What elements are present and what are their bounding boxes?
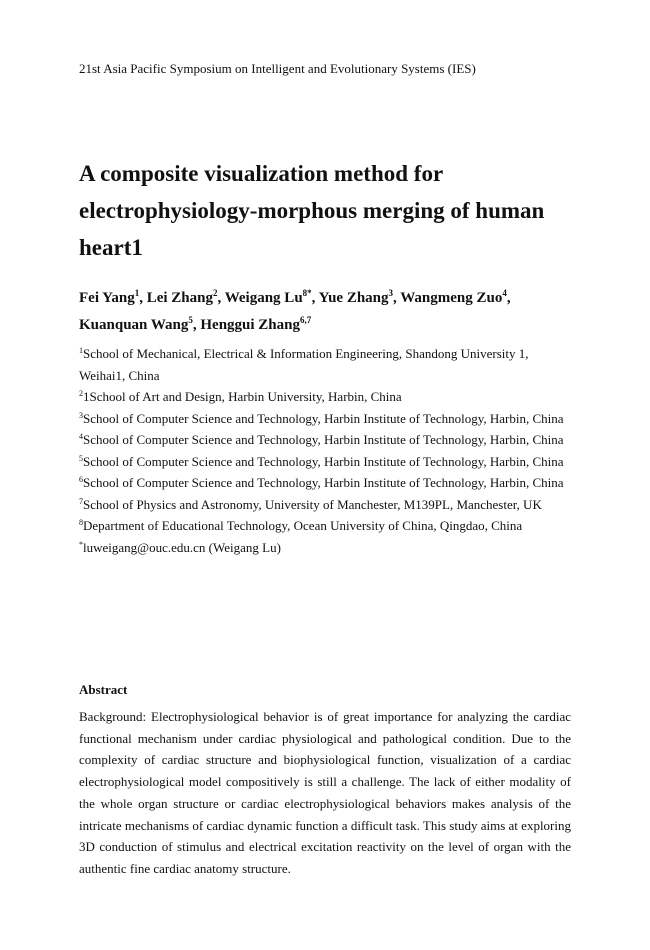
affiliation [79,408,571,430]
author-affiliation-mark: 4 [502,288,507,298]
abstract-body: Background: Electrophysiological behavior is of great importance for analyzing the cardiac functional mechanism under cardiac physiological and pathological condition. Due to the complexity of cardiac structure and biophysiological function, visualization of a cardiac electrophysiological model compositively is still a challenge. The lack of either modality of the whole organ structure or cardiac electrophysiological behaviors makes analysis of the intricate mechanisms of cardiac dynamic function a difficult task. This study aims at exploring 3D conduction of stimulus and electrical excitation reactivity on the level of organ with the authentic fine cardiac anatomy structure. [79,709,571,876]
author: Lei Zhang$^2$, [146,288,225,306]
affiliation-text: School of Computer Science and Technology, Harbin Institute of Technology, Harbin, China [83,453,564,469]
author-affiliation-mark: 5 [188,315,193,325]
author-name: Weigang Lu [224,290,303,306]
author-affiliation-mark: 6,7 [300,315,312,325]
author-affiliation-mark: 3 [388,288,394,298]
affiliation [79,429,571,451]
corresponding-author-email [79,537,571,559]
abstract-heading: Abstract [79,682,128,697]
affiliation [79,451,571,473]
author: Fei Yang$^1$, [79,288,147,306]
affiliation-mark: * [79,539,83,549]
affiliation-mark: 1 [79,346,83,355]
affiliation-text: luweigang@ouc.edu.cn (Weigang Lu) [83,539,281,555]
affiliation-mark: 8 [79,518,83,527]
affiliation-text: 1School of Art and Design, Harbin University, Harbin, China [83,389,402,404]
author-affiliation-mark: 8* [302,288,312,298]
author-affiliation-mark: 2 [212,288,218,298]
affiliation-mark: 6 [79,475,83,484]
author-name: Yue Zhang [318,290,389,306]
author-name: Kuanquan Wang [79,317,189,333]
author: Kuanquan Wang$^5$, [79,315,201,333]
author-name: Fei Yang [79,290,135,306]
affiliation [79,472,571,494]
affiliation-mark: 4 [79,432,83,441]
affiliation-text: School of Computer Science and Technology, Harbin Institute of Technology, Harbin, China [83,432,564,447]
affiliation [79,343,571,386]
affiliation-mark: 5 [79,453,83,463]
affiliation-text: School of Computer Science and Technology, Harbin Institute of Technology, Harbin, China [83,475,564,490]
affiliation [79,494,571,516]
affiliation-mark: 2 [79,389,83,398]
author-list [79,285,599,339]
author: Yue Zhang$^3$, [318,288,401,306]
author: Weigang $Lu^{8*}$, [224,288,319,306]
author [200,317,311,333]
author-name: Henggui Zhang [200,317,300,333]
affiliation-mark: 3 [79,410,83,420]
affiliation-text: School of Physics and Astronomy, University of Manchester, M139PL, Manchester, UK [83,496,542,512]
affiliation-text: Department of Educational Technology, Ocean University of China, Qingdao, China [83,518,523,533]
author-name: Wangmeng Zuo [400,290,503,306]
conference-header: 21st Asia Pacific Symposium on Intelligent and Evolutionary Systems (IES) [79,61,476,76]
affiliation-list [79,343,571,558]
affiliation-text: School of Computer Science and Technology, Harbin Institute of Technology, Harbin, China [83,410,564,426]
author: Wangmeng Zuo$^4$, [400,288,511,306]
author-name: Lei Zhang [146,290,213,306]
affiliation-text: School of Mechanical, Electrical & Information Engineering, Shandong University 1, Weihai1, China [79,346,529,383]
affiliation [79,515,571,537]
affiliation-mark: 7 [79,496,83,506]
affiliation [79,386,571,408]
paper-title: A composite visualization method for electrophysiology-morphous merging of human heart1 [79,161,545,260]
author-affiliation-mark: 1 [134,288,140,298]
